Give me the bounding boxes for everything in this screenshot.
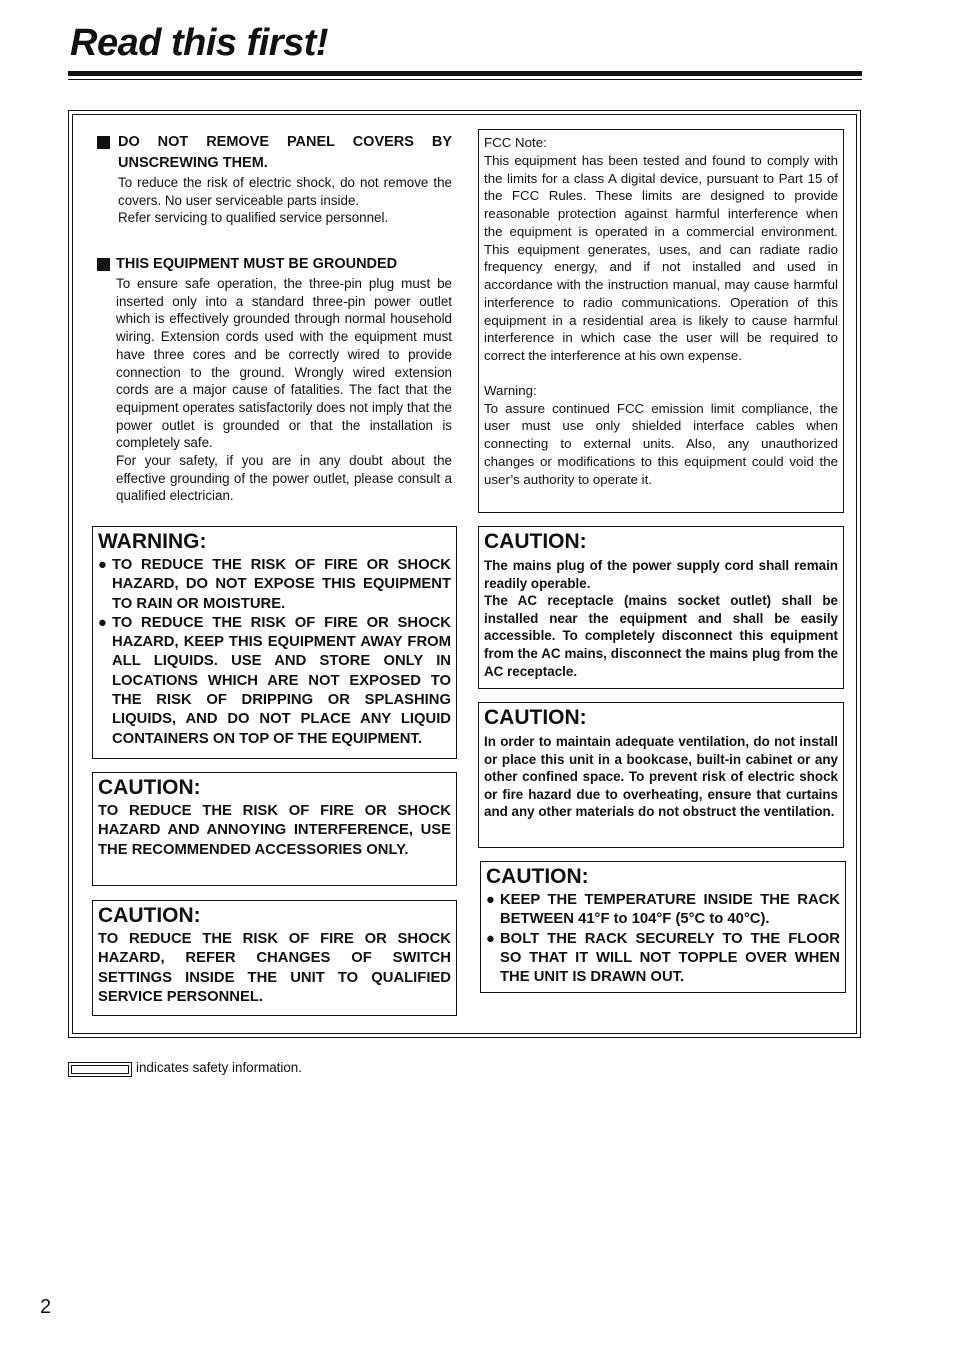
panel-covers-section (97, 132, 452, 227)
caution-switch-box (92, 900, 457, 1016)
caution-heading: CAUTION: (98, 904, 201, 927)
square-bullet-icon (97, 136, 110, 149)
bullet-dot-icon: ● (486, 892, 495, 908)
caution-mains-line: The AC receptacle (mains socket outlet) shall be installed near the equipment and shall be easily accessible. To completely disconnect this equipment from the AC mains, disconnect the mains plug from the AC receptacle. (484, 593, 838, 679)
caution-accessories-box (92, 772, 457, 886)
warning-item (98, 614, 451, 749)
fcc-note-body: This equipment has been tested and found to comply with the limits for a class A digital device, pursuant to Part 15 of the FCC Rules. These limits are designed to provide reasonable protection against harmful interference when the equipment is operated in a commercial environment. This equipment generates, uses, and can radiate radio frequency energy, and if not installed and used in accordance with the instruction manual, may cause harmful interference to radio communications. Operation of this equipment in a residential area is likely to cause harmful interference in which case the user will be required to correct the interference at his own expense. (484, 152, 838, 363)
caution-heading: CAUTION: (484, 530, 587, 553)
warning-box (92, 526, 457, 759)
warning-heading: WARNING: (98, 530, 207, 553)
grounded-body (116, 275, 452, 505)
caution-mains-box (478, 526, 844, 689)
grounded-section (97, 254, 452, 505)
caution-heading: CAUTION: (98, 776, 201, 799)
fcc-note-box (478, 129, 844, 513)
bullet-dot-icon: ● (486, 930, 495, 947)
fcc-warning-body: To assure continued FCC emission limit compliance, the user must use only shielded interface cables when connecting to external units. Also, any unauthorized changes or modifications to this equipment could void the user’s authority to operate it. (484, 400, 838, 487)
warning-item (98, 556, 451, 614)
caution-ventilation-box (478, 702, 844, 848)
bullet-dot-icon: ● (98, 614, 107, 631)
page-title: Read this first! (70, 22, 329, 64)
panel-covers-heading: DO NOT REMOVE PANEL COVERS BY UNSCREWING THEM. (118, 134, 452, 171)
caution-rack-item-text: KEEP THE TEMPERATURE INSIDE THE RACK BETWEEN 41°F to 104°F (5°C to 40°C). (500, 892, 840, 928)
warning-item-text: TO REDUCE THE RISK OF FIRE OR SHOCK HAZARD, DO NOT EXPOSE THIS EQUIPMENT TO RAIN OR MOISTURE. (112, 557, 451, 612)
warning-item-text: TO REDUCE THE RISK OF FIRE OR SHOCK HAZARD, KEEP THIS EQUIPMENT AWAY FROM ALL LIQUIDS. USE AND STORE ONLY IN LOCATIONS WHICH ARE NOT EXPOSED TO THE RISK OF DRIPPING OR SPLASHING LIQUIDS, AND DO NOT PLACE ANY LIQUID CONTAINERS ON TOP OF THE EQUIPMENT. (112, 614, 451, 747)
caution-rack-item (486, 930, 840, 988)
caution-rack-box (480, 861, 846, 993)
caution-mains-line: The mains plug of the power supply cord shall remain readily operable. (484, 558, 838, 591)
panel-covers-body (118, 174, 452, 227)
caution-rack-item-text: BOLT THE RACK SECURELY TO THE FLOOR SO THAT IT WILL NOT TOPPLE OVER WHEN THE UNIT IS DRAWN OUT. (500, 930, 840, 986)
panel-covers-body-line: Refer servicing to qualified service personnel. (118, 210, 389, 226)
page-number: 2 (40, 1296, 52, 1318)
title-rule-thin (68, 79, 862, 80)
grounded-heading: THIS EQUIPMENT MUST BE GROUNDED (116, 256, 398, 272)
bullet-dot-icon: ● (98, 557, 107, 573)
square-bullet-icon (97, 258, 110, 271)
safety-legend-box-icon (68, 1062, 132, 1077)
fcc-warning-label: Warning: (484, 382, 537, 398)
caution-switch-text: TO REDUCE THE RISK OF FIRE OR SHOCK HAZARD, REFER CHANGES OF SWITCH SETTINGS INSIDE THE UNIT TO QUALIFIED SERVICE PERSONNEL. (98, 931, 451, 1005)
fcc-note-label: FCC Note: (484, 135, 547, 150)
grounded-body-paragraph: For your safety, if you are in any doubt about the effective grounding of the power outlet, please consult a qualified electrician. (116, 453, 452, 504)
caution-heading: CAUTION: (486, 865, 589, 888)
caution-heading: CAUTION: (484, 706, 587, 729)
grounded-body-paragraph: To ensure safe operation, the three-pin plug must be inserted only into a standard three-pin power outlet which is effectively grounded through normal household wiring. Extension cords used with the equipment must have three cores and be correctly wired to provide connection to the ground. Wrongly wired extension cords are a major cause of fatalities. The fact that the equipment operates satisfactorily does not imply that the power outlet is grounded or that the installation is completely safe. (116, 276, 452, 451)
caution-accessories-text: TO REDUCE THE RISK OF FIRE OR SHOCK HAZARD AND ANNOYING INTERFERENCE, USE THE RECOMMENDED ACCESSORIES ONLY. (98, 803, 451, 858)
caution-ventilation-text: In order to maintain adequate ventilation, do not install or place this unit in a bookcase, built-in cabinet or any other confined space. To prevent risk of electric shock or fire hazard due to overheating, ensure that curtains and any other materials do not obstruct the ventilation. (484, 734, 838, 820)
safety-legend-text: indicates safety information. (136, 1060, 302, 1075)
panel-covers-body-line: To reduce the risk of electric shock, do not remove the covers. No user serviceable parts inside. (118, 175, 452, 208)
caution-rack-item (486, 891, 840, 930)
title-rule-thick (68, 71, 862, 76)
